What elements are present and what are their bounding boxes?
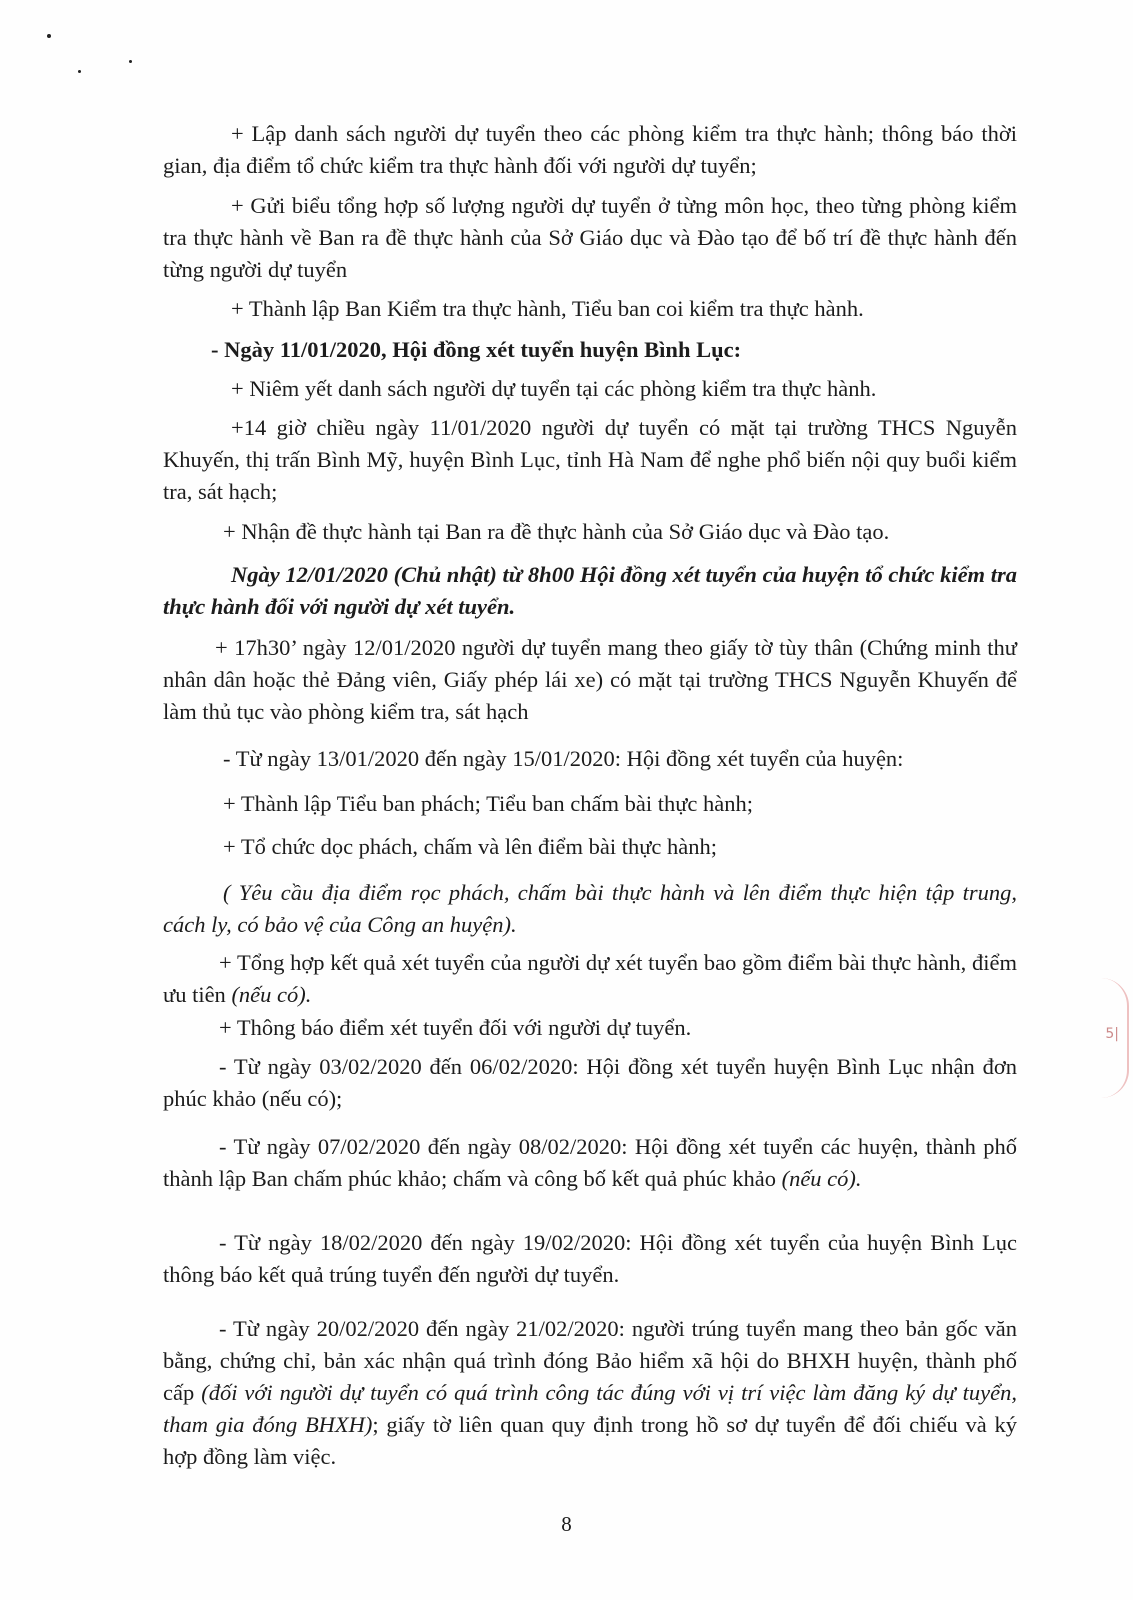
paragraph-feb-03-06: - Từ ngày 03/02/2020 đến 06/02/2020: Hội đồng xét tuyển huyện Bình Lục nhận đơn phúc khảo (nếu có); [163, 1054, 1017, 1111]
paragraph-grading-requirements: ( Yêu cầu địa điểm rọc phách, chấm bài thực hành và lên điểm thực hiện tập trung, cách ly, có bảo vệ của Công an huyện). [163, 880, 1017, 937]
paragraph-aggregate-results: + Tổng hợp kết quả xét tuyển của người dự xét tuyển bao gồm điểm bài thực hành, điểm ưu tiên (nếu có). [163, 950, 1017, 1007]
paragraph-organize-grading: + Tổ chức dọc phách, chấm và lên điểm bài thực hành; [223, 834, 718, 859]
heading-jan-11: - Ngày 11/01/2020, Hội đồng xét tuyển huyện Bình Lục: [211, 337, 742, 362]
paragraph-post-list: + Niêm yết danh sách người dự tuyển tại các phòng kiểm tra thực hành. [231, 376, 877, 401]
scan-speck [78, 70, 81, 73]
paragraph-announce-scores: + Thông báo điểm xét tuyển đối với người dự tuyển. [219, 1015, 692, 1040]
paragraph-establish-board: + Thành lập Ban Kiểm tra thực hành, Tiểu ban coi kiểm tra thực hành. [231, 296, 864, 321]
paragraph-send-summary: + Gửi biểu tổng hợp số lượng người dự tuyển ở từng môn học, theo từng phòng kiểm tra thực hành về Ban ra đề thực hành của Sở Giáo dục và Đào tạo để bố trí đề thực hành đến từng người dự tuyển [163, 193, 1017, 282]
paragraph-jan-13-15: - Từ ngày 13/01/2020 đến ngày 15/01/2020: Hội đồng xét tuyển của huyện: [223, 746, 904, 771]
paragraph-530pm-procedures: + 17h30’ ngày 12/01/2020 người dự tuyển mang theo giấy tờ tùy thân (Chứng minh thư nhân dân hoặc thẻ Đảng viên, Giấy phép lái xe) có mặt tại trường THCS Nguyễn Khuyến để làm thủ tục vào phòng kiểm tra, sát hạch [163, 635, 1017, 724]
paragraph-receive-exam: + Nhận đề thực hành tại Ban ra đề thực hành của Sở Giáo dục và Đào tạo. [223, 519, 890, 544]
margin-stamp [1101, 978, 1129, 1098]
paragraph-2pm-attend: +14 giờ chiều ngày 11/01/2020 người dự tuyển có mặt tại trường THCS Nguyễn Khuyến, thị trấn Bình Mỹ, huyện Bình Lục, tỉnh Hà Nam để nghe phổ biến nội quy buổi kiểm tra, sát hạch; [163, 415, 1017, 504]
margin-stamp-text: 5| [1105, 1026, 1119, 1042]
scan-speck [129, 60, 132, 63]
paragraph-feb-07-08: - Từ ngày 07/02/2020 đến ngày 08/02/2020: Hội đồng xét tuyển các huyện, thành phố thành lập Ban chấm phúc khảo; chấm và công bố kết quả phúc khảo (nếu có). [163, 1134, 1017, 1191]
paragraph-feb-18-19: - Từ ngày 18/02/2020 đến ngày 19/02/2020: Hội đồng xét tuyển của huyện Bình Lục thông báo kết quả trúng tuyển đến người dự tuyển. [163, 1230, 1017, 1287]
heading-jan-12: Ngày 12/01/2020 (Chủ nhật) từ 8h00 Hội đồng xét tuyển của huyện tổ chức kiểm tra thực hành đối với người dự xét tuyển. [163, 562, 1017, 619]
page-number: 8 [561, 1512, 572, 1536]
paragraph-establish-subboards: + Thành lập Tiểu ban phách; Tiểu ban chấm bài thực hành; [223, 791, 754, 816]
scan-speck [47, 34, 51, 38]
paragraph-feb-20-21: - Từ ngày 20/02/2020 đến ngày 21/02/2020: người trúng tuyển mang theo bản gốc văn bằng, chứng chỉ, bản xác nhận quá trình đóng Bảo hiểm xã hội do BHXH huyện, thành phố cấp (đối với người dự tuyển có quá trình công tác đúng với vị trí việc làm đăng ký dự tuyển, tham gia đóng BHXH); giấy tờ liên quan quy định trong hồ sơ dự tuyển để đối chiếu và ký hợp đồng làm việc. [163, 1316, 1017, 1469]
paragraph-create-list: + Lập danh sách người dự tuyển theo các phòng kiểm tra thực hành; thông báo thời gian, địa điểm tổ chức kiểm tra thực hành đối với người dự tuyển; [163, 121, 1017, 178]
